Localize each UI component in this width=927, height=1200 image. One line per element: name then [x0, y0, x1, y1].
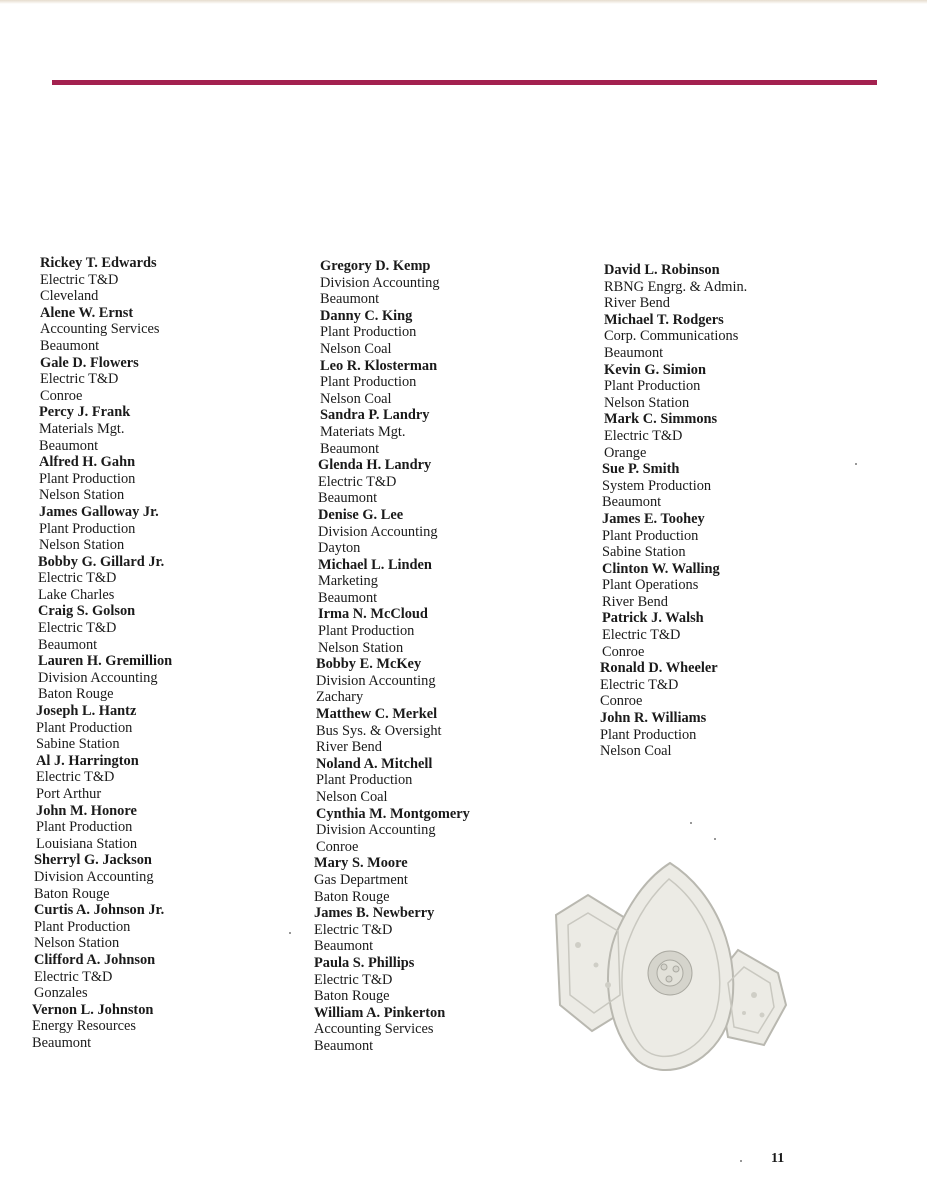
directory-entry	[38, 653, 310, 703]
employee-location: Sabine Station	[36, 736, 120, 753]
column-3	[600, 262, 874, 760]
scan-speck	[690, 822, 692, 824]
directory-entry	[36, 753, 310, 803]
directory-entry	[602, 461, 874, 511]
directory-entry	[36, 703, 310, 753]
employee-department: Plant Production	[600, 726, 697, 743]
employee-name: Patrick J. Walsh	[602, 610, 704, 627]
employee-location: Baton Rouge	[314, 988, 390, 1005]
employee-location: Orange	[604, 444, 647, 461]
employee-name: Leo R. Klosterman	[320, 357, 438, 374]
employee-name: William A. Pinkerton	[314, 1004, 446, 1021]
employee-department: Electric T&D	[38, 620, 117, 637]
employee-name: Alfred H. Gahn	[39, 454, 136, 471]
employee-location: Zachary	[316, 689, 364, 706]
employee-name: Paula S. Phillips	[314, 954, 415, 971]
employee-department: Plant Production	[318, 623, 415, 640]
employee-name: Gregory D. Kemp	[320, 258, 431, 274]
directory-entry	[316, 806, 590, 856]
employee-name: Gale D. Flowers	[40, 354, 139, 371]
directory-entry	[38, 603, 310, 653]
employee-department: Division Accounting	[318, 523, 438, 540]
employee-department: RBNG Engrg. & Admin.	[604, 278, 748, 295]
employee-department: Electric T&D	[36, 769, 115, 786]
employee-department: Division Accounting	[316, 822, 436, 839]
employee-location: Conroe	[600, 693, 643, 710]
employee-name: Danny C. King	[320, 307, 413, 324]
employee-name: Denise G. Lee	[318, 506, 404, 523]
directory-entry	[320, 258, 590, 308]
employee-location: Beaumont	[40, 337, 100, 354]
page-top-edge	[0, 0, 927, 4]
employee-name: John R. Williams	[600, 710, 707, 727]
employee-department: Plant Production	[316, 772, 413, 789]
employee-department: Electric T&D	[600, 676, 679, 693]
directory-entry	[604, 411, 874, 461]
employee-name: Curtis A. Johnson Jr.	[34, 902, 165, 919]
employee-name: James E. Toohey	[602, 510, 705, 527]
employee-department: Plant Production	[320, 324, 417, 341]
employee-location: Nelson Station	[34, 935, 120, 952]
directory-entry	[316, 756, 590, 806]
directory-entry	[320, 308, 590, 358]
employee-department: Electric T&D	[40, 371, 119, 388]
directory-entry	[34, 852, 310, 902]
employee-location: Baton Rouge	[314, 888, 390, 905]
employee-name: Vernon L. Johnston	[32, 1001, 154, 1018]
directory-entry	[318, 457, 590, 507]
employee-name: Matthew C. Merkel	[316, 706, 438, 723]
employee-location: River Bend	[604, 295, 670, 312]
employee-department: Division Accounting	[34, 868, 154, 885]
employee-department: Electric T&D	[34, 968, 113, 985]
employee-name: James Galloway Jr.	[39, 503, 159, 520]
employee-department: Corp. Communications	[604, 328, 739, 345]
employee-location: River Bend	[602, 593, 668, 610]
directory-entry	[39, 504, 310, 554]
employee-department: Plant Production	[604, 378, 701, 395]
employee-location: Beaumont	[314, 1037, 374, 1054]
employee-department: Bus Sys. & Oversight	[316, 722, 442, 739]
ring-illustration	[548, 855, 793, 1090]
employee-name: John M. Honore	[36, 802, 137, 819]
employee-location: Nelson Coal	[320, 340, 392, 357]
scan-speck	[740, 1160, 742, 1162]
employee-location: Nelson Station	[318, 639, 404, 656]
employee-location: Sabine Station	[602, 544, 686, 561]
employee-location: Conroe	[602, 643, 645, 660]
employee-location: Beaumont	[39, 437, 99, 454]
directory-entry	[38, 554, 310, 604]
employee-department: Energy Resources	[32, 1018, 137, 1035]
employee-department: Electric T&D	[602, 627, 681, 644]
employee-name: Bobby E. McKey	[316, 656, 422, 673]
employee-location: Beaumont	[320, 291, 380, 308]
employee-name: Rickey T. Edwards	[40, 255, 157, 271]
employee-name: Bobby G. Gillard Jr.	[38, 553, 165, 570]
directory-entry	[602, 610, 874, 660]
employee-name: Clifford A. Johnson	[34, 951, 156, 968]
employee-location: Nelson Station	[39, 537, 125, 554]
employee-location: Beaumont	[32, 1034, 92, 1051]
directory-entry	[318, 507, 590, 557]
employee-name: Joseph L. Hantz	[36, 703, 137, 720]
scan-speck	[714, 838, 716, 840]
employee-location: Beaumont	[602, 494, 662, 511]
employee-name: Al J. Harrington	[36, 752, 139, 769]
employee-location: Nelson Station	[604, 394, 690, 411]
employee-department: Electric T&D	[38, 570, 117, 587]
employee-department: Plant Production	[320, 374, 417, 391]
employee-name: Percy J. Frank	[39, 404, 131, 421]
employee-location: Port Arthur	[36, 786, 102, 802]
employee-location: Conroe	[40, 387, 83, 404]
directory-entry	[602, 511, 874, 561]
directory-entry	[318, 557, 590, 607]
scan-speck	[855, 463, 857, 465]
directory-entry	[600, 710, 874, 760]
employee-name: Glenda H. Landry	[318, 457, 432, 474]
directory-entry	[604, 362, 874, 412]
employee-name: Sandra P. Landry	[320, 407, 430, 424]
employee-department: Electric T&D	[40, 271, 119, 288]
directory-entry	[36, 803, 310, 853]
employee-name: Michael T. Rodgers	[604, 311, 724, 328]
employee-location: Beaumont	[318, 589, 378, 606]
employee-name: James B. Newberry	[314, 905, 435, 922]
employee-name: Kevin G. Simion	[604, 361, 706, 378]
directory-entry	[40, 255, 310, 305]
employee-location: Gonzales	[34, 985, 88, 1002]
column-1	[32, 255, 310, 1052]
employee-department: Plant Production	[602, 527, 699, 544]
employee-location: Conroe	[316, 838, 359, 855]
employee-name: Alene W. Ernst	[40, 304, 134, 321]
employee-location: Nelson Coal	[600, 743, 672, 760]
employee-name: Irma N. McCloud	[318, 606, 428, 623]
employee-department: Division Accounting	[38, 669, 158, 686]
employee-department: Division Accounting	[320, 274, 440, 291]
employee-department: Plant Production	[34, 918, 131, 935]
employee-location: Louisiana Station	[36, 835, 138, 852]
employee-location: Beaumont	[38, 636, 98, 653]
employee-department: Materials Mgt.	[39, 420, 125, 437]
employee-location: Baton Rouge	[38, 686, 114, 703]
employee-name: Mary S. Moore	[314, 855, 408, 872]
employee-location: Beaumont	[318, 490, 378, 507]
employee-name: Sue P. Smith	[602, 461, 680, 478]
employee-name: Cynthia M. Montgomery	[316, 805, 470, 822]
employee-department: Plant Production	[39, 520, 136, 537]
directory-entry	[39, 454, 310, 504]
directory-entry	[604, 312, 874, 362]
employee-name: Ronald D. Wheeler	[600, 660, 718, 677]
page-number: 11	[771, 1151, 785, 1166]
employee-location: Nelson Coal	[320, 390, 392, 407]
employee-name: Craig S. Golson	[38, 603, 136, 620]
employee-department: Plant Operations	[602, 577, 699, 594]
employee-location: Baton Rouge	[34, 885, 110, 902]
employee-department: Electric T&D	[318, 473, 397, 490]
directory-entry	[316, 656, 590, 706]
employee-department: Plant Production	[39, 470, 136, 487]
employee-location: Nelson Station	[39, 487, 125, 504]
employee-department: System Production	[602, 477, 712, 494]
employee-department: Division Accounting	[316, 672, 436, 689]
employee-location: Lake Charles	[38, 586, 115, 603]
employee-department: Accounting Services	[40, 321, 160, 338]
employee-department: Marketing	[318, 573, 378, 590]
employee-name: Clinton W. Walling	[602, 560, 720, 577]
employee-location: Beaumont	[604, 344, 664, 361]
directory-entry	[320, 407, 590, 457]
directory-entry	[39, 404, 310, 454]
employee-name: David L. Robinson	[604, 262, 720, 278]
employee-department: Electric T&D	[314, 921, 393, 938]
directory-entry	[604, 262, 874, 312]
employee-location: Cleveland	[40, 288, 99, 305]
employee-department: Plant Production	[36, 719, 133, 736]
employee-name: Michael L. Linden	[318, 556, 432, 573]
employee-location: Dayton	[318, 540, 361, 557]
employee-department: Plant Production	[36, 819, 133, 836]
directory-entry	[320, 358, 590, 408]
directory-entry	[34, 952, 310, 1002]
directory-entry	[32, 1002, 310, 1052]
employee-department: Electric T&D	[604, 427, 683, 444]
employee-department: Gas Department	[314, 871, 408, 888]
directory-entry	[602, 561, 874, 611]
directory-entry	[318, 606, 590, 656]
employee-name: Sherryl G. Jackson	[34, 852, 152, 869]
employee-location: Nelson Coal	[316, 789, 388, 805]
employee-location: Beaumont	[314, 938, 374, 955]
directory-entry	[316, 706, 590, 756]
employee-location: Beaumont	[320, 440, 380, 457]
directory-entry	[40, 355, 310, 405]
directory-entry	[34, 902, 310, 952]
directory-entry	[600, 660, 874, 710]
employee-location: River Bend	[316, 739, 382, 756]
employee-department: Materiats Mgt.	[320, 423, 406, 440]
directory-entry	[40, 305, 310, 355]
header-rule	[52, 80, 877, 85]
employee-name: Mark C. Simmons	[604, 411, 718, 428]
scan-speck	[289, 932, 291, 934]
employee-name: Noland A. Mitchell	[316, 755, 433, 772]
employee-name: Lauren H. Gremillion	[38, 653, 173, 670]
employee-department: Accounting Services	[314, 1021, 434, 1038]
employee-department: Electric T&D	[314, 971, 393, 988]
